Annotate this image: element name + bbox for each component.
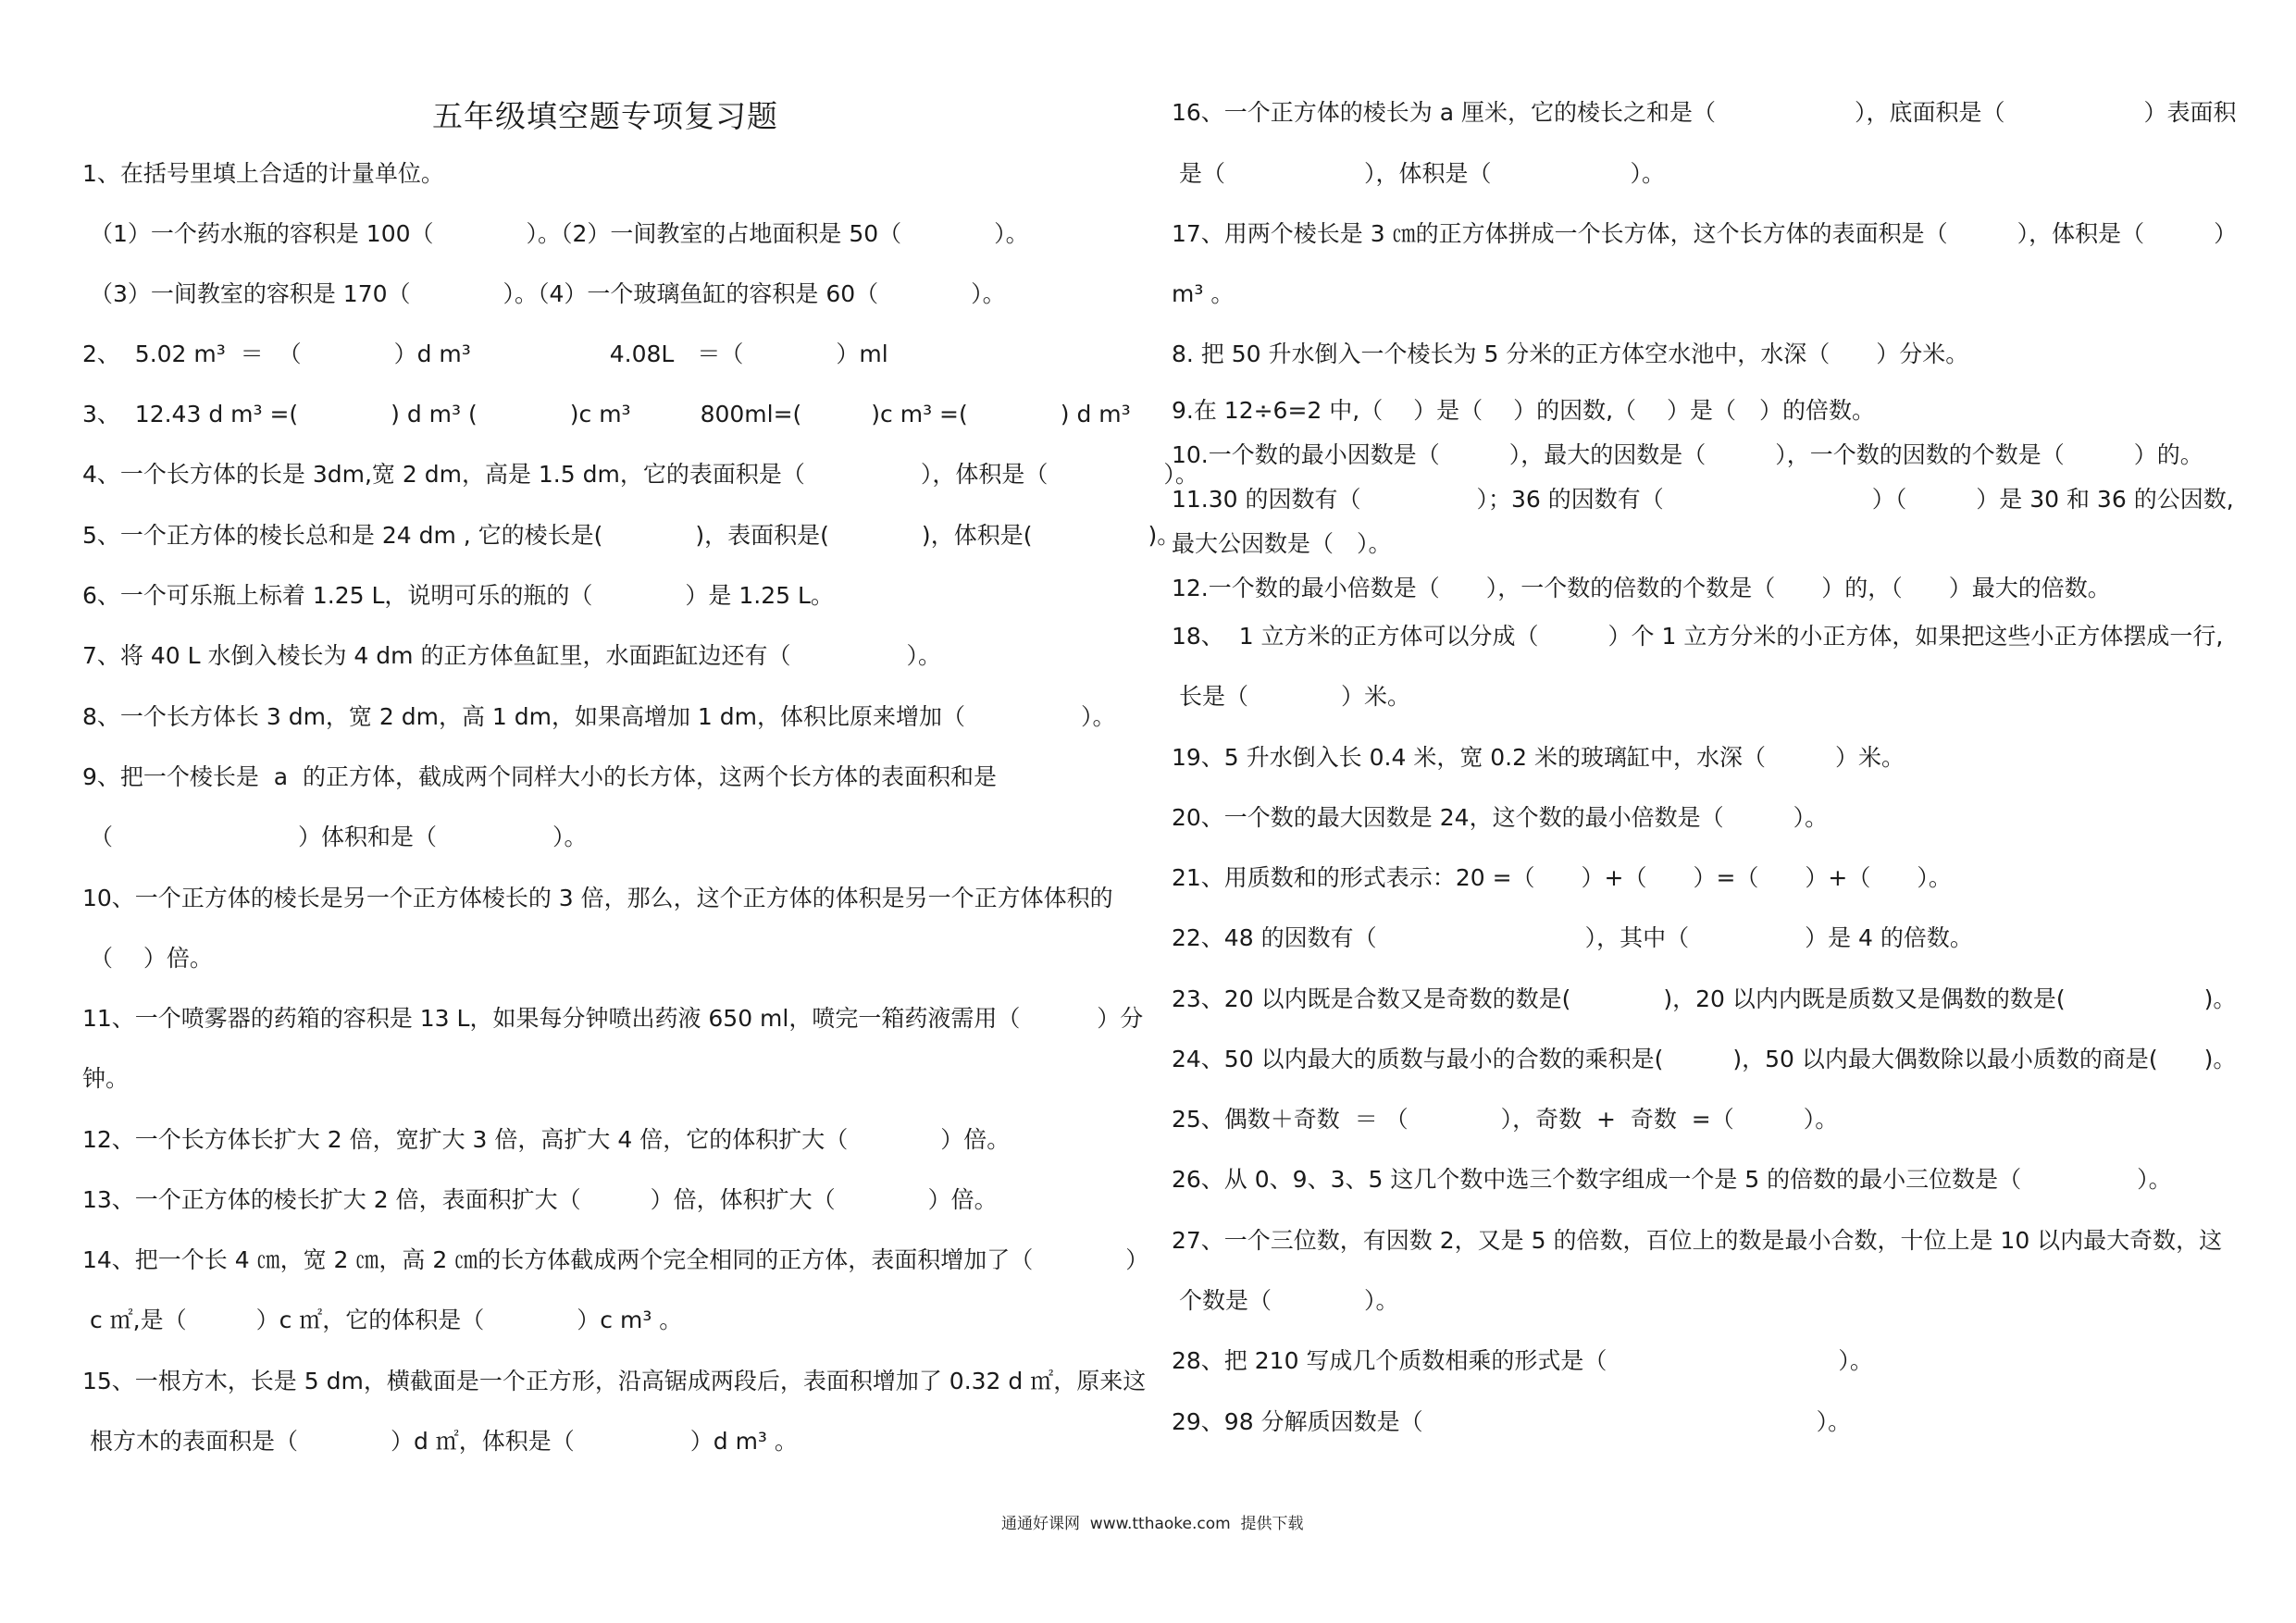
question-line: 19、5 升水倒入长 0.4 米，宽 0.2 米的玻璃缸中，水深（ ）米。 [1172,744,1905,771]
question-line: 3、 12.43 d m³ =( ) d m³ ( )c m³ 800ml=( )c m³ =( ) d m³ [82,401,1131,427]
question-line: 10.一个数的最小因数是（ ），最大的因数是（ ），一个数的因数的个数是（ ）的。 [1172,441,2203,468]
question-line: 12、一个长方体长扩大 2 倍，宽扩大 3 倍，高扩大 4 倍，它的体积扩大（ ）倍。 [82,1126,1011,1153]
question-line: 23、20 以内既是合数又是奇数的数是( )，20 以内内既是质数又是偶数的数是( )。 [1172,985,2237,1012]
question-line: 2、 5.02 m³ ＝ （ ）d m³ 4.08L ＝（ ）ml [82,341,888,367]
question-line: 9.在 12÷6=2 中,（ ）是（ ）的因数,（ ）是（ ）的倍数。 [1172,397,1875,424]
question-line: 16、一个正方体的棱长为 a 厘米，它的棱长之和是（ ），底面积是（ ）表面积 [1172,99,2237,126]
question-line: 是（ ），体积是（ ）。 [1172,160,1665,187]
question-line: 22、48 的因数有（ ），其中（ ）是 4 的倍数。 [1172,924,1973,951]
question-line: 钟。 [82,1065,130,1092]
page-title: 五年级填空题专项复习题 [432,98,778,134]
question-line: 20、一个数的最大因数是 24，这个数的最小倍数是（ ）。 [1172,804,1829,831]
question-line: 根方木的表面积是（ ）d ㎡，体积是（ ）d m³ 。 [82,1428,798,1455]
question-line: 5、一个正方体的棱长总和是 24 dm , 它的棱长是( )，表面积是( )，体积是( )。 [82,522,1181,549]
question-line: 10、一个正方体的棱长是另一个正方体棱长的 3 倍，那么，这个正方体的体积是另一个正方体体积的 [82,885,1113,911]
question-line: 27、一个三位数，有因数 2，又是 5 的倍数，百位上的数是最小合数，十位上是 10 以内最大奇数，这 [1172,1227,2223,1254]
question-line: 29、98 分解质因数是（ ）。 [1172,1408,1852,1435]
question-line: 8. 把 50 升水倒入一个棱长为 5 分米的正方体空水池中，水深（ ）分米。 [1172,341,1969,367]
question-line: 28、把 210 写成几个质数相乘的形式是（ ）。 [1172,1347,1873,1374]
question-line: （3）一间教室的容积是 170（ ）。（4）一个玻璃鱼缸的容积是 60（ ）。 [82,280,1006,307]
question-line: 个数是（ ）。 [1172,1287,1399,1314]
question-line: 24、50 以内最大的质数与最小的合数的乘积是( )，50 以内最大偶数除以最小质数的商是( )。 [1172,1046,2237,1072]
question-line: 最大公因数是（ ）。 [1172,530,1392,557]
question-line: 15、一根方木，长是 5 dm，横截面是一个正方形，沿高锯成两段后，表面积增加了 0.32 d ㎡，原来这 [82,1368,1147,1394]
question-line: 11、一个喷雾器的药箱的容积是 13 L，如果每分钟喷出药液 650 ml，喷完一箱药液需用（ ）分 [82,1005,1144,1032]
question-line: c ㎡,是（ ）c ㎡，它的体积是（ ）c m³ 。 [82,1307,683,1333]
question-line: 12.一个数的最小倍数是（ ），一个数的倍数的个数是（ ）的，（ ）最大的倍数。 [1172,575,2111,601]
question-line: m³ 。 [1172,280,1235,307]
question-line: 11.30 的因数有（ ）；36 的因数有（ ）（ ）是 30 和 36 的公因数, [1172,486,2234,513]
question-line: 1、在括号里填上合适的计量单位。 [82,160,444,187]
question-line: 4、一个长方体的长是 3dm,宽 2 dm，高是 1.5 dm，它的表面积是（ ），体积是（ ）。 [82,461,1198,488]
question-line: 18、 1 立方米的正方体可以分成（ ）个 1 立方分米的小正方体，如果把这些小正方体摆成一行, [1172,623,2224,650]
question-line: 8、一个长方体长 3 dm，宽 2 dm，高 1 dm，如果高增加 1 dm，体积比原来增加（ ）。 [82,703,1116,730]
question-line: 26、从 0、9、3、5 这几个数中选三个数字组成一个是 5 的倍数的最小三位数是（ ）。 [1172,1166,2172,1193]
question-line: （1）一个药水瓶的容积是 100（ ）。（2）一间教室的占地面积是 50（ ）。 [82,220,1029,247]
question-line: 25、偶数＋奇数 ＝ （ ），奇数 + 奇数 =（ ）。 [1172,1106,1839,1133]
question-line: （ ）倍。 [82,945,213,972]
question-line: 17、用两个棱长是 3 ㎝的正方体拼成一个长方体，这个长方体的表面积是（ ），体积是（ ） [1172,220,2238,247]
question-line: 9、把一个棱长是 a 的正方体，截成两个同样大小的长方体，这两个长方体的表面积和是 [82,763,998,790]
question-line: 6、一个可乐瓶上标着 1.25 L，说明可乐的瓶的（ ）是 1.25 L。 [82,582,834,609]
question-line: 21、用质数和的形式表示：20 =（ ）+（ ）=（ ）+（ ）。 [1172,864,1952,891]
question-line: 14、把一个长 4 ㎝，宽 2 ㎝，高 2 ㎝的长方体截成两个完全相同的正方体，表面积增加了（ ） [82,1246,1149,1273]
question-line: 7、将 40 L 水倒入棱长为 4 dm 的正方体鱼缸里，水面距缸边还有（ ）。 [82,642,941,669]
question-line: 长是（ ）米。 [1172,683,1410,710]
question-line: （ ）体积和是（ ）。 [82,824,588,850]
footer-source: 通通好课网 www.tthaoke.com 提供下载 [1001,1515,1304,1533]
question-line: 13、一个正方体的棱长扩大 2 倍，表面积扩大（ ）倍，体积扩大（ ）倍。 [82,1186,998,1213]
